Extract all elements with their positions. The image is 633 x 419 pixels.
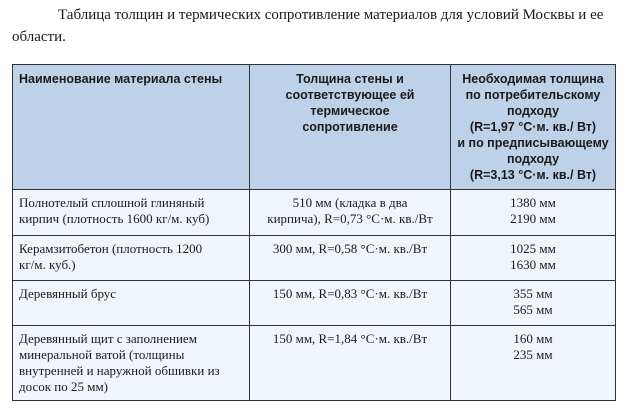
table-header: [13, 65, 616, 190]
cell-required: [451, 236, 616, 281]
header-thickness-line: Толщина стены и: [296, 72, 404, 86]
materials-table: [12, 64, 616, 401]
cell-line: внутренней и наружной обшивки из: [19, 363, 220, 378]
header-required-line: (R=1,97 °С·м. кв./ Вт): [469, 120, 597, 134]
cell-thickness: [250, 236, 451, 281]
cell-line: 150 мм, R=0,83 °С·м. кв./Вт: [272, 286, 428, 301]
header-row: [13, 65, 616, 190]
cell-line: 235 мм: [513, 347, 553, 362]
cell-thickness: [250, 190, 451, 236]
cell-line: минеральной ватой (толщины: [19, 347, 185, 362]
cell-line: кг/м. куб.): [19, 257, 76, 272]
header-required-line: и по предписывающему: [457, 136, 609, 150]
cell-line: 1025 мм: [510, 241, 556, 256]
cell-line: Керамзитобетон (плотность 1200: [19, 241, 203, 256]
table-row: [13, 281, 616, 326]
cell-line: 1380 мм: [510, 195, 556, 210]
table-body: [13, 190, 616, 401]
header-required-line: (R=3,13 °С·м. кв./ Вт): [469, 168, 597, 182]
cell-line: 160 мм: [513, 331, 553, 346]
cell-line: 1630 мм: [510, 257, 556, 272]
cell-thickness: [250, 281, 451, 326]
cell-line: 150 мм, R=1,84 °С·м. кв./Вт: [272, 331, 428, 346]
intro-paragraph: Таблица толщин и термических сопротивление материалов для условий Москвы и ее области.: [12, 7, 604, 45]
cell-line: Деревянный брус: [19, 286, 117, 301]
cell-line: 2190 мм: [510, 211, 556, 226]
cell-required: [451, 190, 616, 236]
table-row: [13, 190, 616, 236]
header-thickness-line: соответствующее ей: [285, 88, 415, 102]
cell-material: [13, 190, 250, 236]
header-thickness-line: сопротивление: [302, 120, 398, 134]
cell-line: 355 мм: [513, 286, 553, 301]
header-thickness: [250, 65, 451, 190]
cell-material: [13, 326, 250, 401]
header-required-line: подходу: [506, 104, 560, 118]
cell-line: 300 мм, R=0,58 °С·м. кв./Вт: [272, 241, 428, 256]
cell-line: 510 мм (кладка в два: [292, 195, 408, 210]
cell-material: [13, 281, 250, 326]
cell-line: Полнотелый сплошной глиняный: [19, 195, 205, 210]
header-material: Наименование материала стены: [13, 65, 250, 190]
cell-required: [451, 281, 616, 326]
cell-line: досок по 25 мм): [19, 379, 109, 394]
cell-required: [451, 326, 616, 401]
table-row: [13, 236, 616, 281]
cell-line: Деревянный щит с заполнением: [19, 331, 197, 346]
header-required: [451, 65, 616, 190]
header-required-line: по потребительскому: [465, 88, 601, 102]
cell-line: кирпич (плотность 1600 кг/м. куб): [19, 211, 210, 226]
cell-line: 565 мм: [513, 302, 553, 317]
header-required-line: подходу: [506, 152, 560, 166]
header-thickness-line: термическое: [310, 104, 390, 118]
cell-line: кирпича), R=0,73 °С·м. кв./Вт: [267, 211, 433, 226]
cell-thickness: [250, 326, 451, 401]
table-row: [13, 326, 616, 401]
cell-material: [13, 236, 250, 281]
header-required-line: Необходимая толщина: [462, 72, 604, 86]
